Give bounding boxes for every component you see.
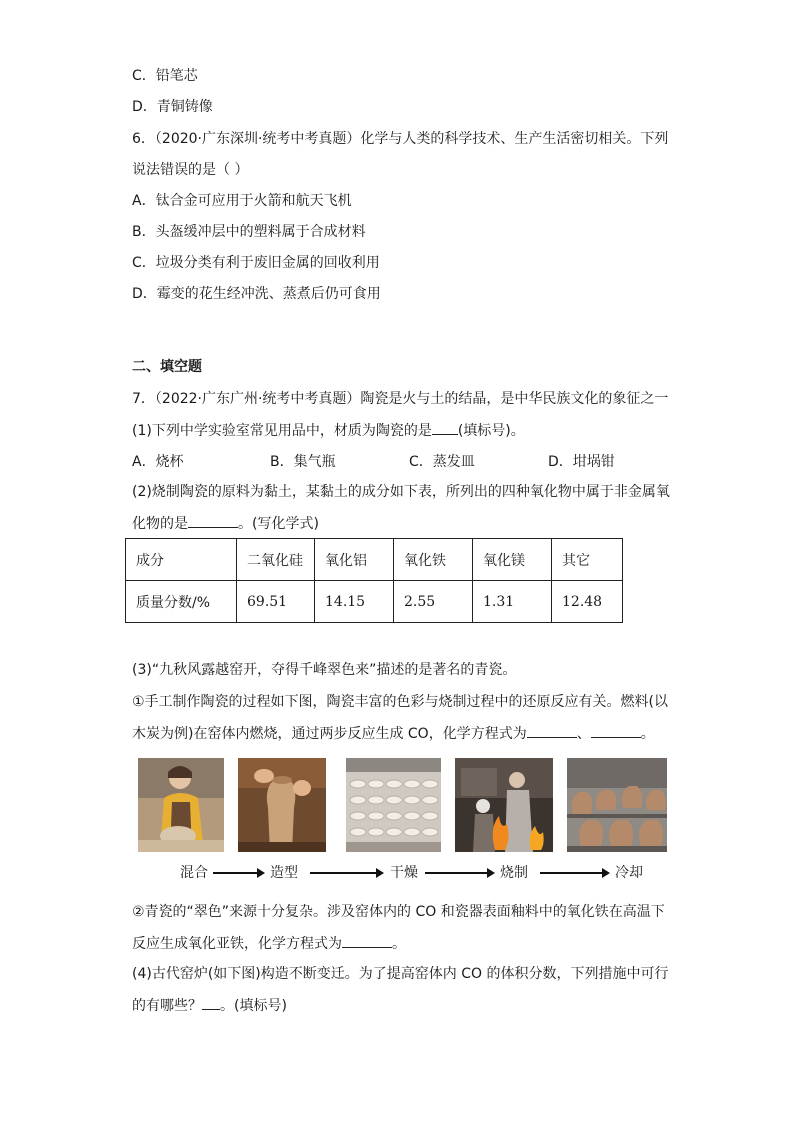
question-6-stem: 6．（2020·广东深圳·统考中考真题）化学与人类的科学技术、生产生活密切相关。下列 xyxy=(132,131,669,147)
option-d-bronze-statue: D．青铜铸像 xyxy=(132,99,213,115)
choice-b: B．集气瓶 xyxy=(270,454,336,470)
question-7-part-1-choices xyxy=(132,451,692,471)
question-7-stem: 7．（2022·广东广州·统考中考真题）陶瓷是火与土的结晶，是中华民族文化的象征之一 xyxy=(132,391,669,407)
question-6-stem-cont: 说法错误的是（ ） xyxy=(132,162,249,178)
arrow-right-icon xyxy=(540,872,608,874)
table-header-cell: 成分 xyxy=(126,539,237,581)
question-6-option-c: C．垃圾分类有利于废旧金属的回收利用 xyxy=(132,255,380,271)
question-7-part-2-cont: 化物的是 。(写化学式) xyxy=(132,513,319,534)
answer-blank[interactable] xyxy=(188,513,238,528)
table-header-cell: 氧化铝 xyxy=(315,539,394,581)
choice-d: D．坩埚钳 xyxy=(548,454,615,470)
question-7-part-3-2-cont: 反应生成氧化亚铁，化学方程式为 。 xyxy=(132,933,406,954)
table-header-row xyxy=(126,539,623,581)
step-label-cooling: 冷却 xyxy=(615,865,643,881)
mixing-photo xyxy=(138,758,224,852)
question-7-part-3: (3)“九秋风露越窑开，夺得千峰翠色来”描述的是著名的青瓷。 xyxy=(132,662,517,678)
step-label-drying: 干燥 xyxy=(390,865,418,881)
answer-blank[interactable] xyxy=(342,933,392,948)
process-flow xyxy=(0,862,794,884)
question-6-option-b: B．头盔缓冲层中的塑料属于合成材料 xyxy=(132,224,366,240)
question-7-part-3-1: ①手工制作陶瓷的过程如下图，陶瓷丰富的色彩与烧制过程中的还原反应有关。燃料(以 xyxy=(132,694,669,710)
answer-blank[interactable] xyxy=(202,995,220,1010)
step-label-firing: 烧制 xyxy=(500,865,528,881)
cooling-photo xyxy=(567,758,667,852)
table-cell: 14.15 xyxy=(315,581,394,623)
step-label-mixing: 混合 xyxy=(180,865,208,881)
question-7-part-2: (2)烧制陶瓷的原料为黏土，某黏土的成分如下表，所列出的四种氧化物中属于非金属氧 xyxy=(132,484,670,500)
question-6-option-d: D．霉变的花生经冲洗、蒸煮后仍可食用 xyxy=(132,286,381,302)
choice-a: A．烧杯 xyxy=(132,454,184,470)
drying-photo xyxy=(346,758,441,852)
arrow-right-icon xyxy=(213,872,263,874)
table-cell: 69.51 xyxy=(237,581,315,623)
question-7-part-4: (4)古代窑炉(如下图)构造不断变迁。为了提高窑体内 CO 的体积分数，下列措施中可行 xyxy=(132,966,669,982)
firing-photo xyxy=(455,758,553,852)
table-cell: 12.48 xyxy=(552,581,623,623)
table-cell: 2.55 xyxy=(394,581,473,623)
table-header-cell: 其它 xyxy=(552,539,623,581)
answer-blank[interactable] xyxy=(432,420,458,435)
shaping-photo xyxy=(238,758,326,852)
question-6-option-a: A．钛合金可应用于火箭和航天飞机 xyxy=(132,193,352,209)
question-7-part-3-2: ②青瓷的“翠色”来源十分复杂。涉及窑体内的 CO 和瓷器表面釉料中的氧化铁在高温下 xyxy=(132,904,665,920)
arrow-right-icon xyxy=(425,872,493,874)
choice-c: C．蒸发皿 xyxy=(409,454,475,470)
table-row xyxy=(126,581,623,623)
table-header-cell: 二氧化硅 xyxy=(237,539,315,581)
table-row-label: 质量分数/% xyxy=(126,581,237,623)
arrow-right-icon xyxy=(310,872,382,874)
section-title-fill-in: 二、填空题 xyxy=(132,359,202,375)
table-cell: 1.31 xyxy=(473,581,552,623)
question-7-part-3-1-cont: 木炭为例)在窑体内燃烧，通过两步反应生成 CO，化学方程式为 、 。 xyxy=(132,723,655,744)
table-header-cell: 氧化镁 xyxy=(473,539,552,581)
question-7-part-4-cont: 的有哪些？ 。(填标号) xyxy=(132,995,287,1016)
clay-composition-table xyxy=(125,538,623,623)
step-label-shaping: 造型 xyxy=(270,865,298,881)
answer-blank[interactable] xyxy=(527,723,577,738)
question-7-part-1: (1)下列中学实验室常见用品中，材质为陶瓷的是 (填标号)。 xyxy=(132,420,525,441)
answer-blank[interactable] xyxy=(591,723,641,738)
option-c-pencil-lead: C．铅笔芯 xyxy=(132,68,198,84)
table-header-cell: 氧化铁 xyxy=(394,539,473,581)
